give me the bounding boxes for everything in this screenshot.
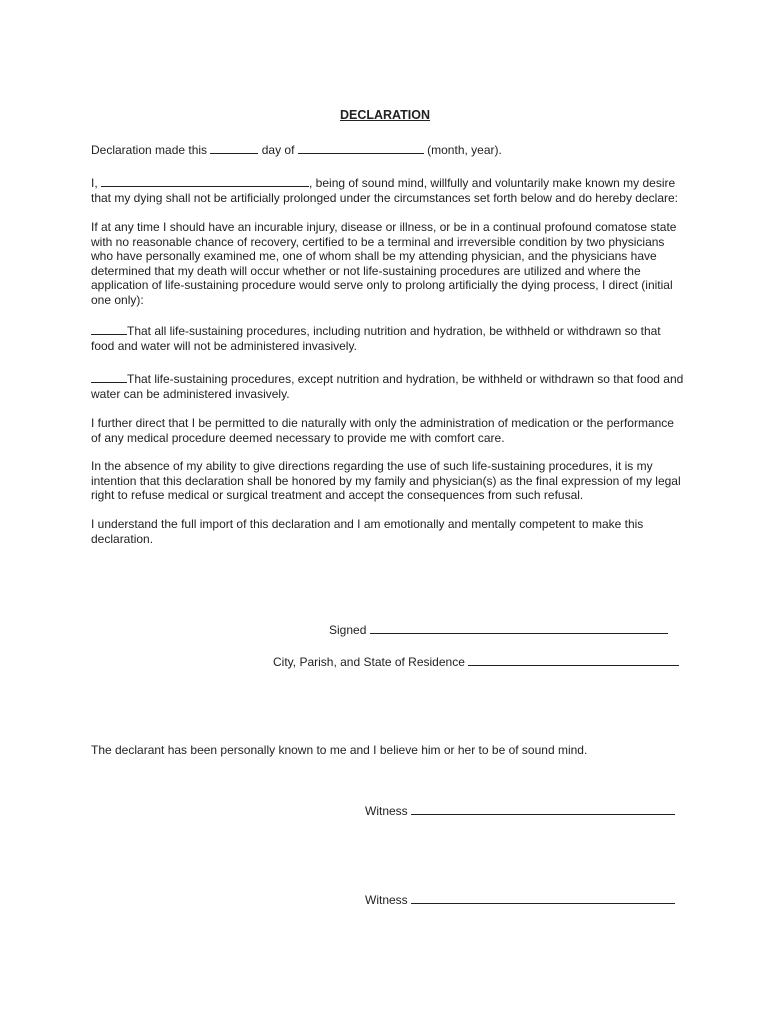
date-line-prefix: Declaration made this <box>91 143 208 157</box>
witness-2-line <box>365 891 675 908</box>
signature-field[interactable] <box>370 621 668 634</box>
witness-1-signature-field[interactable] <box>411 802 675 815</box>
intro-paragraph <box>91 175 684 205</box>
understand-paragraph: I understand the full import of this declaration and I am emotionally and mentally competent to make this declaration. <box>91 517 644 546</box>
residence-line <box>273 653 679 670</box>
comfort-paragraph: I further direct that I be permitted to die naturally with only the administration of medication or the performance of any medical procedure deemed necessary to provide me with comfort care. <box>91 416 674 445</box>
witness-1-label: Witness <box>365 804 408 818</box>
intro-prefix: I, <box>91 176 98 190</box>
month-year-field[interactable] <box>298 142 424 154</box>
witness-2-signature-field[interactable] <box>411 891 675 904</box>
witness-statement: The declarant has been personally known to me and I believe him or her to be of sound mind. <box>91 743 588 757</box>
option-2-paragraph <box>91 371 684 401</box>
date-line-middle: day of <box>261 143 295 157</box>
signed-label: Signed <box>329 623 367 637</box>
witness-2-label: Witness <box>365 893 408 907</box>
condition-paragraph: If at any time I should have an incurable injury, disease or illness, or be in a continual profound comatose state with no reasonable chance of recovery, certified to be a terminal and irreversible condition by two physicians who have personally examined me, one of whom shall be my attending physician, and the physicians have determined that my death will occur whether or not life-sustaining procedures are utilized and where the application of life-sustaining procedure would serve only to prolong artificially the dying process, I direct (initial one only): <box>91 220 677 307</box>
option-1-text: That all life-sustaining procedures, including nutrition and hydration, be withheld or withdrawn so that food and water will not be administered invasively. <box>91 324 661 353</box>
signed-line <box>329 621 668 638</box>
option-2-initial-field[interactable] <box>91 371 127 383</box>
date-line-suffix: (month, year). <box>427 143 502 157</box>
date-line <box>91 142 684 158</box>
witness-1-line <box>365 802 675 819</box>
option-1-initial-field[interactable] <box>91 323 127 335</box>
option-2-text: That life-sustaining procedures, except nutrition and hydration, be withheld or withdrawn so that food and water can be administered invasively. <box>91 372 684 401</box>
option-1-paragraph <box>91 323 684 353</box>
residence-field[interactable] <box>468 653 679 666</box>
absence-paragraph: In the absence of my ability to give directions regarding the use of such life-sustaining procedures, it is my intention that this declaration shall be honored by my family and physician(s) as the final expression of my legal right to refuse medical or surgical treatment and accept the consequences from such refusal. <box>91 459 681 502</box>
declarant-name-field[interactable] <box>101 175 309 187</box>
document-title: DECLARATION <box>339 108 431 122</box>
residence-label: City, Parish, and State of Residence <box>273 655 465 669</box>
intro-text: , being of sound mind, willfully and voluntarily make known my desire that my dying shall not be artificially prolonged under the circumstances set forth below and do hereby declare: <box>91 176 678 205</box>
day-field[interactable] <box>210 142 258 154</box>
